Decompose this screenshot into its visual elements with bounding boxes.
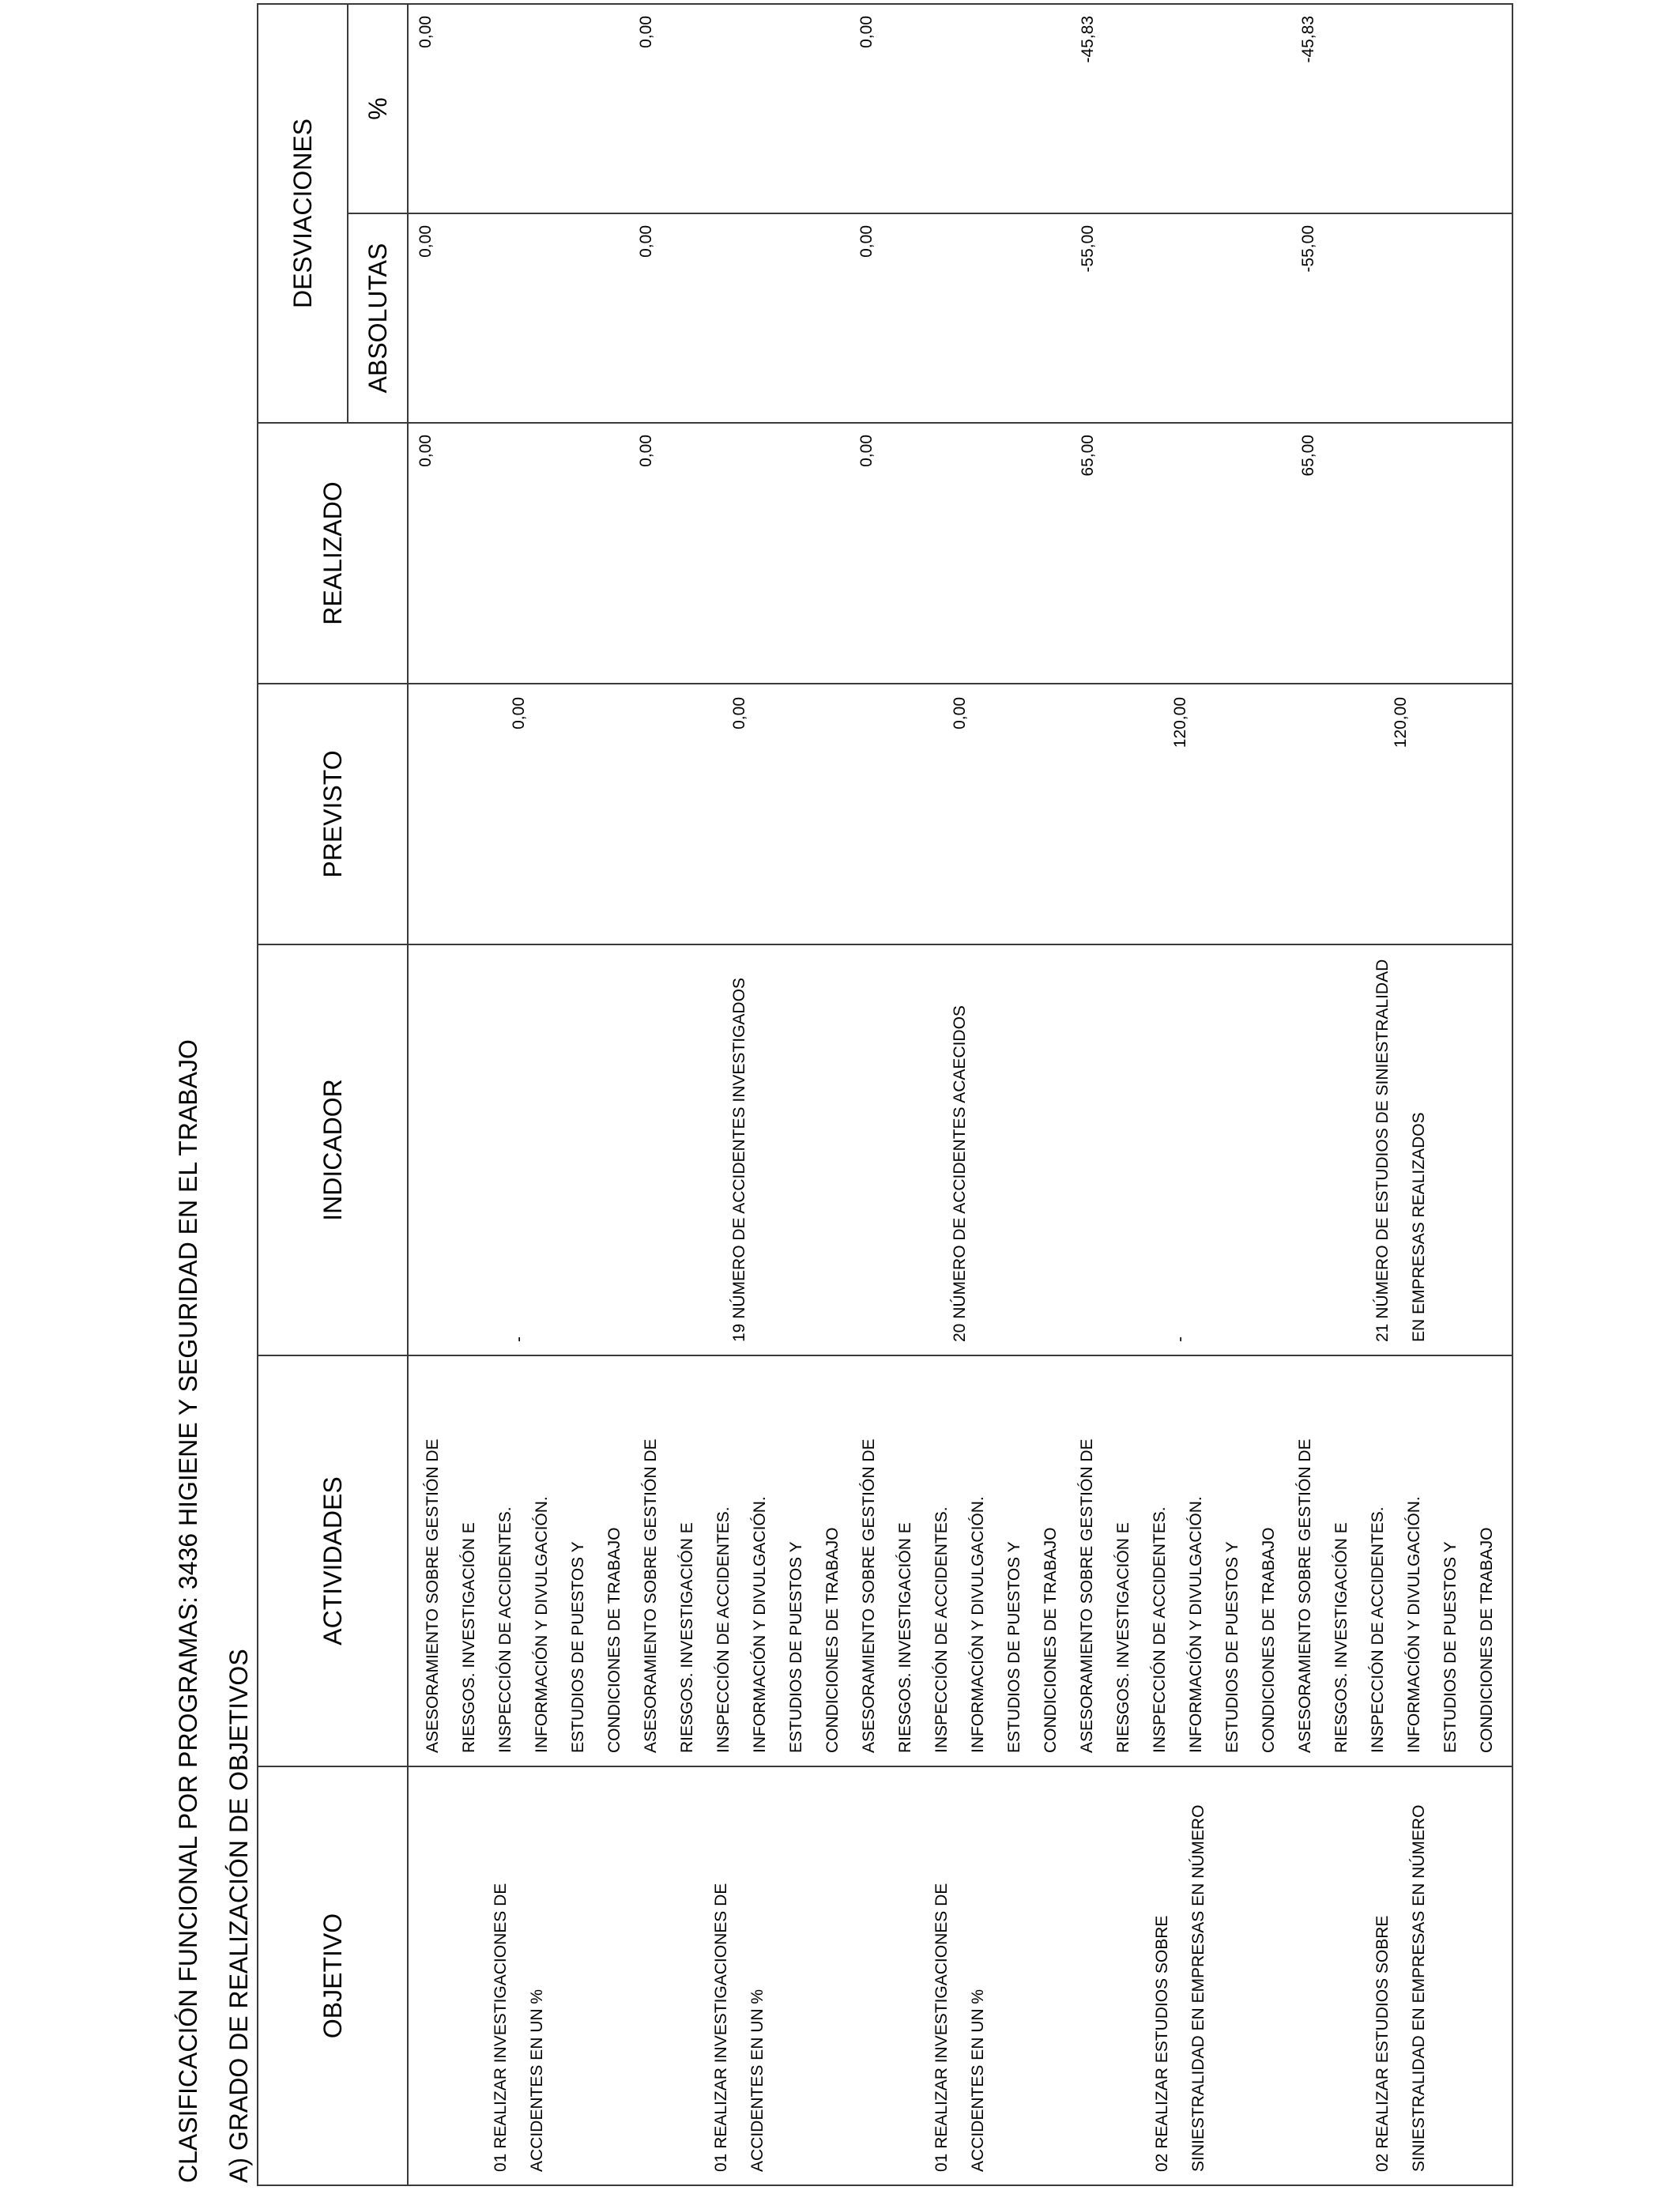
actividad-line: INSPECCIÓN DE ACCIDENTES. — [1151, 1506, 1169, 1753]
actividad-line: ESTUDIOS DE PUESTOS Y — [1005, 1541, 1023, 1753]
col-realizado — [408, 423, 1512, 684]
row-3-absolutas: 0,00 — [857, 225, 876, 258]
col-previsto — [408, 684, 1512, 944]
actividad-line: RIESGOS. INVESTIGACIÓN E — [460, 1522, 478, 1753]
col-indicador — [408, 944, 1512, 1355]
row-5-objetivo: 02 REALIZAR ESTUDIOS SOBRE SINIESTRALIDAD EN EMPRESAS EN NÚMERO — [1373, 1804, 1429, 2172]
actividad-line: CONDICIONES DE TRABAJO — [1042, 1527, 1060, 1753]
actividad-line: ESTUDIOS DE PUESTOS Y — [787, 1541, 805, 1753]
row-1-objetivo: 01 REALIZAR INVESTIGACIONES DE ACCIDENTES EN UN % — [491, 1883, 546, 2172]
row-4-realizado: 65,00 — [1078, 435, 1097, 477]
row-3-objetivo: 01 REALIZAR INVESTIGACIONES DE ACCIDENTES EN UN % — [932, 1883, 987, 2172]
header-realizado: REALIZADO — [258, 423, 408, 684]
header-porcentaje: % — [348, 4, 408, 213]
col-porcentaje — [408, 4, 1512, 213]
actividad-line: INSPECCIÓN DE ACCIDENTES. — [1369, 1506, 1387, 1753]
actividad-line: CONDICIONES DE TRABAJO — [605, 1527, 623, 1753]
actividad-line: CONDICIONES DE TRABAJO — [823, 1527, 842, 1753]
actividad-line: INSPECCIÓN DE ACCIDENTES. — [496, 1506, 514, 1753]
row-1-porcentaje: 0,00 — [416, 16, 435, 48]
actividad-line: CONDICIONES DE TRABAJO — [1478, 1527, 1496, 1753]
row-2-previsto: 0,00 — [729, 697, 748, 729]
row-4-previsto: 120,00 — [1171, 697, 1190, 748]
row-5-indicador: 21 NÚMERO DE ESTUDIOS DE SINIESTRALIDAD EN EMPRESAS REALIZADOS — [1373, 959, 1429, 1342]
actividad-line: INFORMACIÓN Y DIVULGACIÓN. — [1405, 1496, 1423, 1753]
row-5-absolutas: -55,00 — [1298, 225, 1317, 273]
actividad-line: INSPECCIÓN DE ACCIDENTES. — [932, 1506, 951, 1753]
row-1-previsto: 0,00 — [509, 697, 528, 729]
actividad-line: RIESGOS. INVESTIGACIÓN E — [1332, 1522, 1350, 1753]
actividad-line: ASESORAMIENTO SOBRE GESTIÓN DE — [860, 1438, 878, 1753]
actividad-line: ESTUDIOS DE PUESTOS Y — [1223, 1541, 1241, 1753]
actividad-line: ASESORAMIENTO SOBRE GESTIÓN DE — [1296, 1438, 1314, 1753]
header-previsto: PREVISTO — [258, 684, 408, 944]
row-5-previsto: 120,00 — [1392, 697, 1411, 748]
row-1-indicador: - — [509, 1336, 528, 1342]
actividad-line: INSPECCIÓN DE ACCIDENTES. — [714, 1506, 733, 1753]
row-4-absolutas: -55,00 — [1078, 225, 1097, 273]
page-title: CLASIFICACIÓN FUNCIONAL POR PROGRAMAS: 3436 HIGIENE Y SEGURIDAD EN EL TRABAJO — [174, 1039, 202, 2183]
header-desviaciones: DESVIACIONES — [258, 4, 348, 423]
row-2-porcentaje: 0,00 — [637, 16, 656, 48]
row-3-porcentaje: 0,00 — [857, 16, 876, 48]
row-2-realizado: 0,00 — [637, 435, 656, 467]
actividad-line: RIESGOS. INVESTIGACIÓN E — [896, 1522, 914, 1753]
actividad-line: ASESORAMIENTO SOBRE GESTIÓN DE — [642, 1438, 660, 1753]
row-5-porcentaje: -45,83 — [1298, 16, 1317, 63]
row-4-porcentaje: -45,83 — [1078, 16, 1097, 63]
header-absolutas: ABSOLUTAS — [348, 213, 408, 423]
actividad-line: INFORMACIÓN Y DIVULGACIÓN. — [969, 1496, 987, 1753]
col-objetivo — [408, 1766, 1512, 2185]
row-3-indicador: 20 NÚMERO DE ACCIDENTES ACAECIDOS — [951, 1005, 969, 1342]
row-1-absolutas: 0,00 — [416, 225, 435, 258]
row-5-realizado: 65,00 — [1298, 435, 1317, 477]
actividad-line: INFORMACIÓN Y DIVULGACIÓN. — [533, 1496, 551, 1753]
actividad-line: ASESORAMIENTO SOBRE GESTIÓN DE — [424, 1438, 442, 1753]
col-absolutas — [408, 213, 1512, 423]
row-1-realizado: 0,00 — [416, 435, 435, 467]
actividad-line: ASESORAMIENTO SOBRE GESTIÓN DE — [1078, 1438, 1096, 1753]
section-subtitle: A) GRADO DE REALIZACIÓN DE OBJETIVOS — [224, 1649, 253, 2183]
actividades-list — [409, 1356, 1512, 1766]
row-4-objetivo: 02 REALIZAR ESTUDIOS SOBRE SINIESTRALIDAD EN EMPRESAS EN NÚMERO — [1153, 1804, 1208, 2172]
actividad-line: ESTUDIOS DE PUESTOS Y — [1441, 1541, 1460, 1753]
header-indicador: INDICADOR — [258, 944, 408, 1355]
row-3-previsto: 0,00 — [951, 697, 969, 729]
header-actividades: ACTIVIDADES — [258, 1355, 408, 1766]
row-2-objetivo: 01 REALIZAR INVESTIGACIONES DE ACCIDENTES EN UN % — [711, 1883, 767, 2172]
actividad-line: RIESGOS. INVESTIGACIÓN E — [678, 1522, 696, 1753]
col-actividades — [408, 1355, 1512, 1766]
row-2-indicador: 19 NÚMERO DE ACCIDENTES INVESTIGADOS — [729, 978, 748, 1342]
objectives-table — [257, 3, 1513, 2186]
actividad-line: ESTUDIOS DE PUESTOS Y — [569, 1541, 587, 1753]
row-4-indicador: - — [1171, 1336, 1190, 1342]
actividad-line: INFORMACIÓN Y DIVULGACIÓN. — [751, 1496, 769, 1753]
actividad-line: INFORMACIÓN Y DIVULGACIÓN. — [1187, 1496, 1205, 1753]
header-objetivo: OBJETIVO — [258, 1766, 408, 2185]
row-3-realizado: 0,00 — [857, 435, 876, 467]
actividad-line: CONDICIONES DE TRABAJO — [1260, 1527, 1278, 1753]
row-2-absolutas: 0,00 — [637, 225, 656, 258]
actividad-line: RIESGOS. INVESTIGACIÓN E — [1114, 1522, 1132, 1753]
